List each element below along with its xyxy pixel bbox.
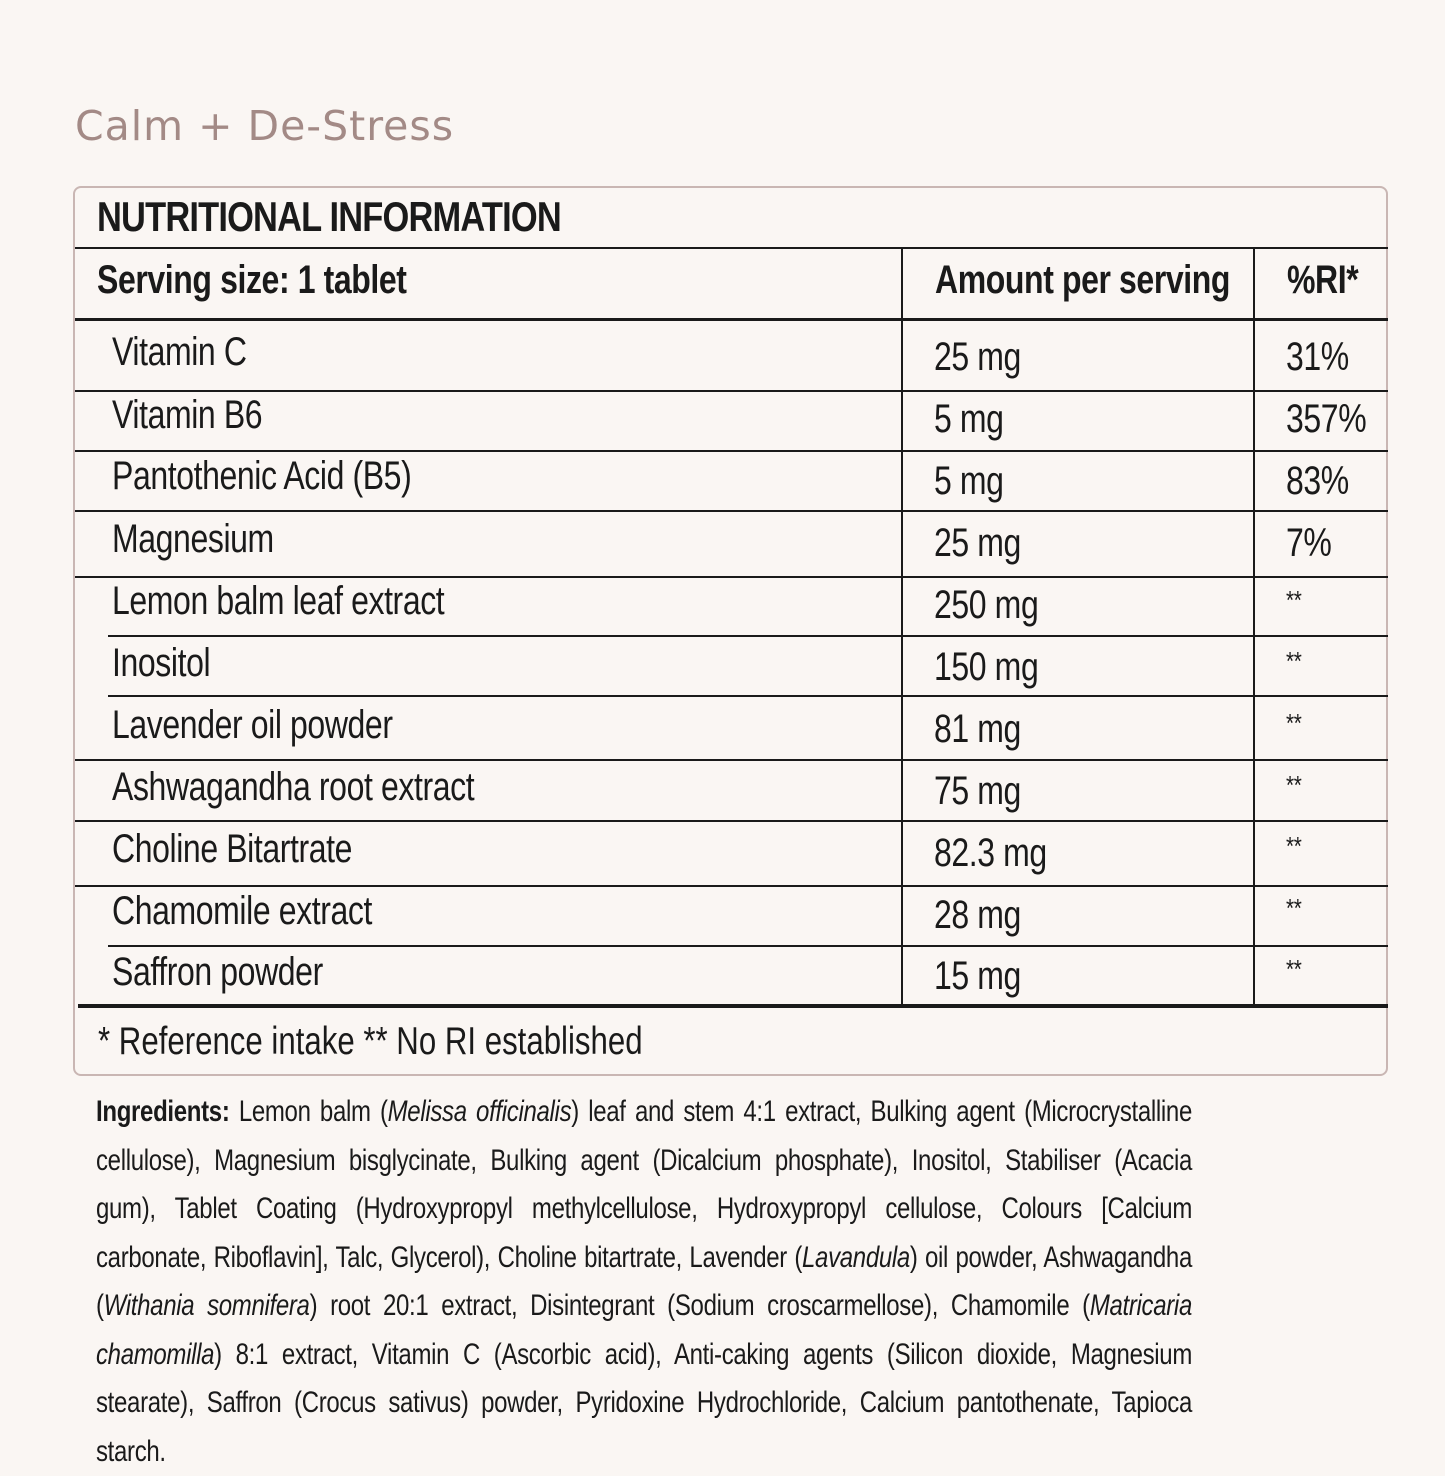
nutrient-amount: 5 mg [934, 397, 1004, 441]
nutrient-name: Magnesium [112, 517, 274, 561]
nutrient-ri: 31% [1286, 335, 1349, 379]
nutrient-ri: 83% [1286, 459, 1349, 503]
column-divider-ri [1253, 248, 1255, 1004]
nutrient-ri: ** [1286, 646, 1302, 676]
nutrient-name: Ashwagandha root extract [112, 765, 475, 809]
nutrient-name: Vitamin B6 [112, 393, 263, 437]
row-divider [108, 945, 1388, 947]
row-divider [75, 510, 1388, 512]
ingredients-latin-name: Melissa officinalis [387, 1095, 572, 1128]
nutrient-amount: 81 mg [934, 707, 1021, 751]
nutrition-panel [73, 186, 1388, 1076]
row-divider [75, 885, 1388, 887]
ri-footnote: * Reference intake ** No RI established [98, 1020, 643, 1063]
ingredients-text [96, 1088, 1192, 1476]
nutrient-amount: 82.3 mg [934, 831, 1047, 875]
ingredients-segment: ) leaf and stem 4:1 extract, Bulking agent (Microcrystalline cellulose), Magnesium bisglycinate, Bulking agent (Dicalcium phosphate), Inositol, Stabiliser (Acacia gum), Tablet Coating (Hydroxypropyl methylcellulose, Hydroxypropyl cellulose, Colours [Calcium carbonate, Riboflavin], Talc, Glycerol), Choline bitartrate, Lavender ( [96, 1095, 1192, 1274]
nutrient-amount: 25 mg [934, 521, 1021, 565]
nutrient-amount: 28 mg [934, 893, 1021, 937]
ingredients-label: Ingredients: [96, 1095, 230, 1128]
nutrient-amount: 250 mg [934, 583, 1039, 627]
nutrient-ri: 357% [1286, 397, 1367, 441]
nutrient-name: Vitamin C [112, 330, 247, 374]
nutrient-ri: ** [1286, 770, 1302, 800]
row-divider [75, 576, 1388, 578]
nutrient-name: Chamomile extract [112, 889, 372, 933]
ingredients-latin-name: Matricaria chamomilla [96, 1289, 1192, 1371]
nutrient-ri: ** [1286, 585, 1302, 615]
row-divider [75, 450, 1388, 452]
row-divider [108, 635, 1388, 637]
nutrient-name: Saffron powder [112, 950, 323, 994]
column-header-amount: Amount per serving [935, 258, 1231, 302]
nutrient-name: Lemon balm leaf extract [112, 579, 445, 623]
nutrient-amount: 75 mg [934, 769, 1021, 813]
nutrient-name: Lavender oil powder [112, 703, 393, 747]
header-divider [75, 318, 1388, 321]
ingredients-segment: ) 8:1 extract, Vitamin C (Ascorbic acid), Anti-caking agents (Silicon dioxide, Magnesium stearate), Saffron (Crocus sativus) powder, Pyridoxine Hydrochloride, Calcium pantothenate, Tapioca starch. [96, 1337, 1193, 1468]
row-divider [75, 820, 1388, 822]
row-divider [108, 695, 1388, 697]
nutrient-amount: 25 mg [934, 335, 1021, 379]
panel-heading: NUTRITIONAL INFORMATION [97, 193, 561, 240]
nutrient-amount: 15 mg [934, 954, 1021, 998]
product-title: Calm + De-Stress [75, 102, 455, 150]
nutrient-name: Inositol [112, 641, 211, 685]
nutrient-ri: ** [1286, 831, 1302, 861]
nutrient-amount: 150 mg [934, 645, 1039, 689]
table-bottom-rule [78, 1004, 1388, 1008]
nutrient-name: Pantothenic Acid (B5) [112, 454, 412, 498]
ingredients-segment: Lemon balm ( [229, 1095, 388, 1128]
ingredients-latin-name: Withania somnifera [103, 1289, 310, 1322]
nutrient-ri: ** [1286, 893, 1302, 923]
nutrient-ri: 7% [1286, 521, 1332, 565]
ingredients-segment: ) root 20:1 extract, Disintegrant (Sodium croscarmellose), Chamomile ( [309, 1289, 1090, 1322]
nutrient-ri: ** [1286, 708, 1302, 738]
nutrient-amount: 5 mg [934, 459, 1004, 503]
column-header-serving: Serving size: 1 tablet [97, 258, 407, 302]
ingredients-segment: ) oil powder, Ashwagandha ( [96, 1240, 1192, 1322]
nutrient-name: Choline Bitartrate [112, 827, 353, 871]
row-divider [75, 759, 1388, 761]
row-divider [75, 390, 1388, 392]
ingredients-latin-name: Lavandula [802, 1240, 910, 1274]
nutrient-ri: ** [1286, 954, 1302, 984]
column-header-ri: %RI* [1287, 258, 1359, 302]
column-divider-amount [901, 248, 903, 1004]
heading-divider [75, 247, 1388, 249]
